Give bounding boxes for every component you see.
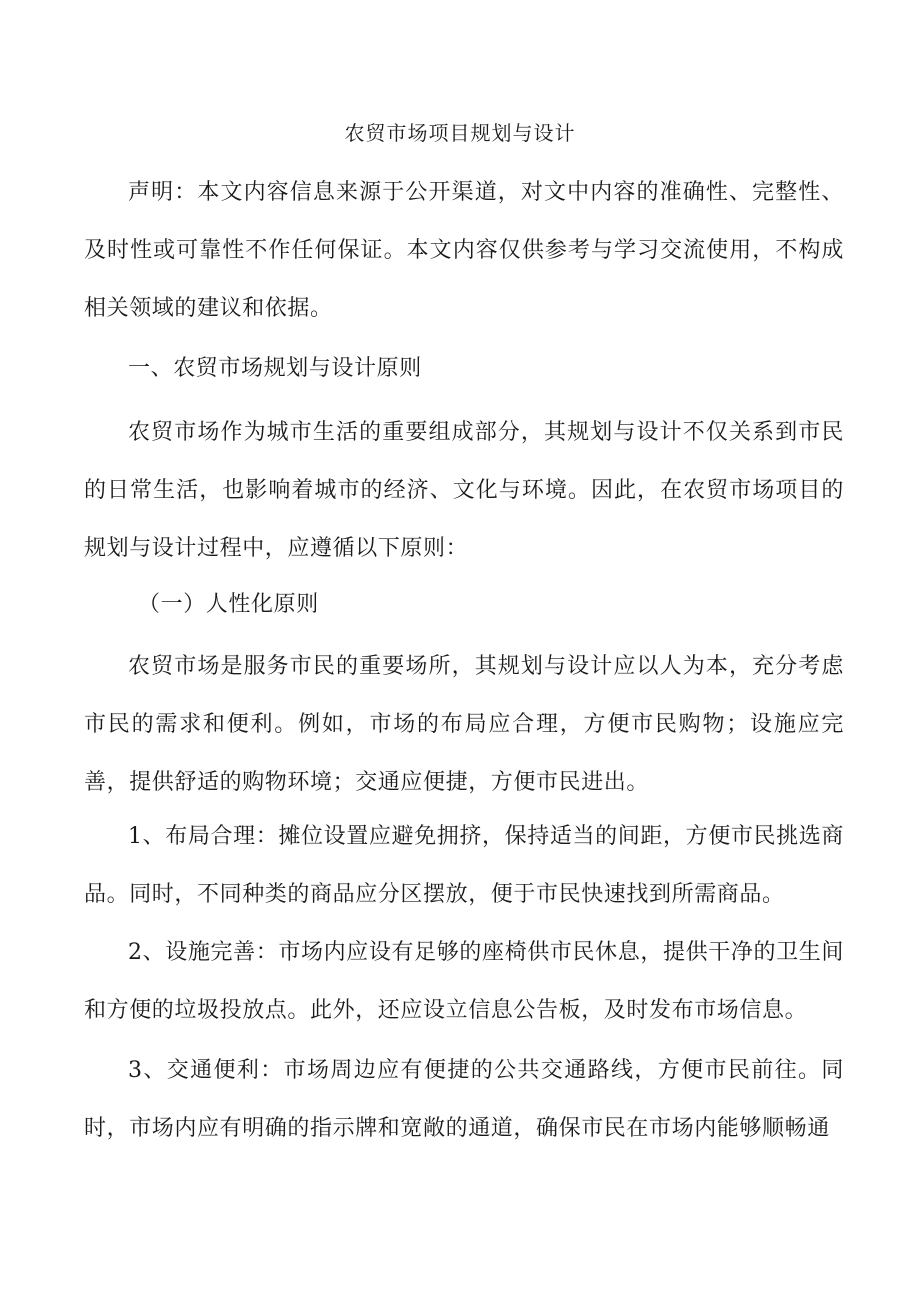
section-intro-paragraph: 农贸市场作为城市生活的重要组成部分，其规划与设计不仅关系到市民的日常生活，也影响着城市的经济、文化与环境。因此，在农贸市场项目的规划与设计过程中，应遵循以下原则： bbox=[84, 420, 844, 561]
point-3-paragraph: 3、交通便利：市场周边应有便捷的公共交通路线，方便市民前往。同时，市场内应有明确的指示牌和宽敞的通道，确保市民在市场内能够顺畅通 bbox=[84, 1058, 844, 1141]
section-heading: 一、农贸市场规划与设计原则 bbox=[128, 356, 422, 381]
point-2-paragraph: 2、设施完善：市场内应设有足够的座椅供市民休息，提供干净的卫生间和方便的垃圾投放点。此外，还应设立信息公告板，及时发布市场信息。 bbox=[84, 940, 844, 1023]
subsection-body-paragraph: 农贸市场是服务市民的重要场所，其规划与设计应以人为本，充分考虑市民的需求和便利。例如，市场的布局应合理，方便市民购物；设施应完善，提供舒适的购物环境；交通应便捷，方便市民进出。 bbox=[84, 654, 844, 795]
document-title: 农贸市场项目规划与设计 bbox=[344, 121, 576, 145]
subsection-heading: （一）人性化原则 bbox=[138, 592, 319, 617]
disclaimer-paragraph: 声明：本文内容信息来源于公开渠道，对文中内容的准确性、完整性、及时性或可靠性不作任何保证。本文内容仅供参考与学习交流使用，不构成相关领域的建议和依据。 bbox=[84, 180, 844, 321]
point-1-paragraph: 1、布局合理：摊位设置应避免拥挤，保持适当的间距，方便市民挑选商品。同时，不同种类的商品应分区摆放，便于市民快速找到所需商品。 bbox=[84, 824, 844, 907]
